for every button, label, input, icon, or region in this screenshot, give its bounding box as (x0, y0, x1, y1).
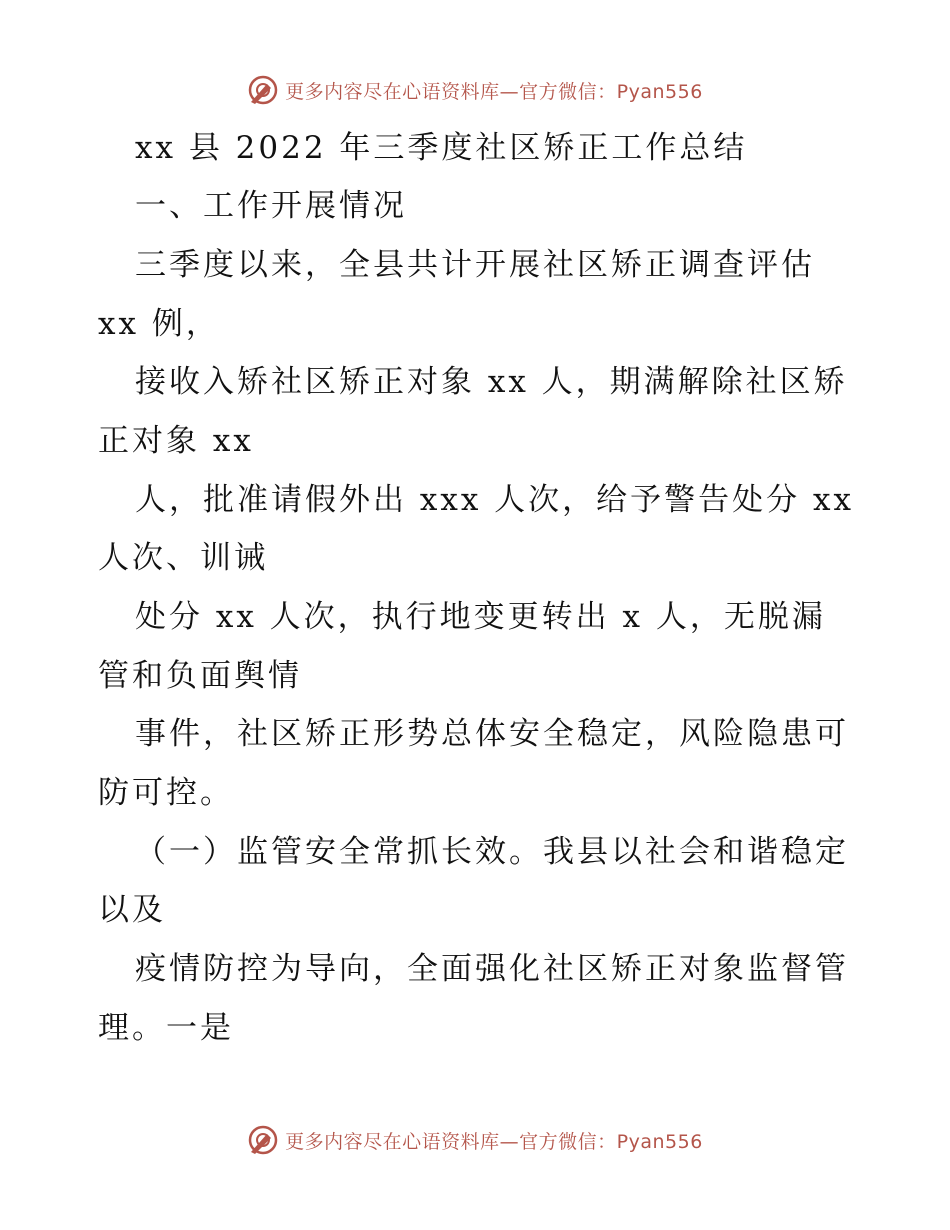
watermark-text: 更多内容尽在心语资料库—官方微信：Pyan556 (285, 80, 703, 103)
paragraph-line: 人次、训诫 (98, 540, 268, 576)
paragraph-line: 人，批准请假外出 xxx 人次，给予警告处分 xx (135, 482, 854, 518)
subsection-line: （一）监管安全常抓长效。我县以社会和谐稳定 (135, 834, 849, 870)
section-heading: 一、工作开展情况 (135, 188, 407, 224)
paragraph-line: 管和负面舆情 (98, 658, 302, 694)
footer-watermark (0, 1120, 950, 1160)
paragraph-line: 疫情防控为导向，全面强化社区矫正对象监督管 (135, 951, 849, 987)
paragraph-line: 处分 xx 人次，执行地变更转出 x 人，无脱漏 (135, 599, 826, 635)
paragraph-line: 防可控。 (98, 775, 234, 811)
paragraph-line: 接收入矫社区矫正对象 xx 人，期满解除社区矫 (135, 364, 848, 400)
paragraph-line: 正对象 xx (98, 423, 254, 459)
paragraph-line: xx 例， (98, 306, 220, 342)
paragraph-line: 事件，社区矫正形势总体安全稳定，风险隐患可 (135, 716, 849, 752)
pen-circle-logo-icon (247, 1124, 279, 1156)
paragraph-line: 以及 (98, 892, 166, 928)
document-title: xx 县 2022 年三季度社区矫正工作总结 (135, 130, 748, 166)
paragraph-line: 理。一是 (98, 1010, 234, 1046)
watermark-text: 更多内容尽在心语资料库—官方微信：Pyan556 (285, 1130, 703, 1153)
paragraph-line: 三季度以来，全县共计开展社区矫正调查评估 (135, 247, 815, 283)
